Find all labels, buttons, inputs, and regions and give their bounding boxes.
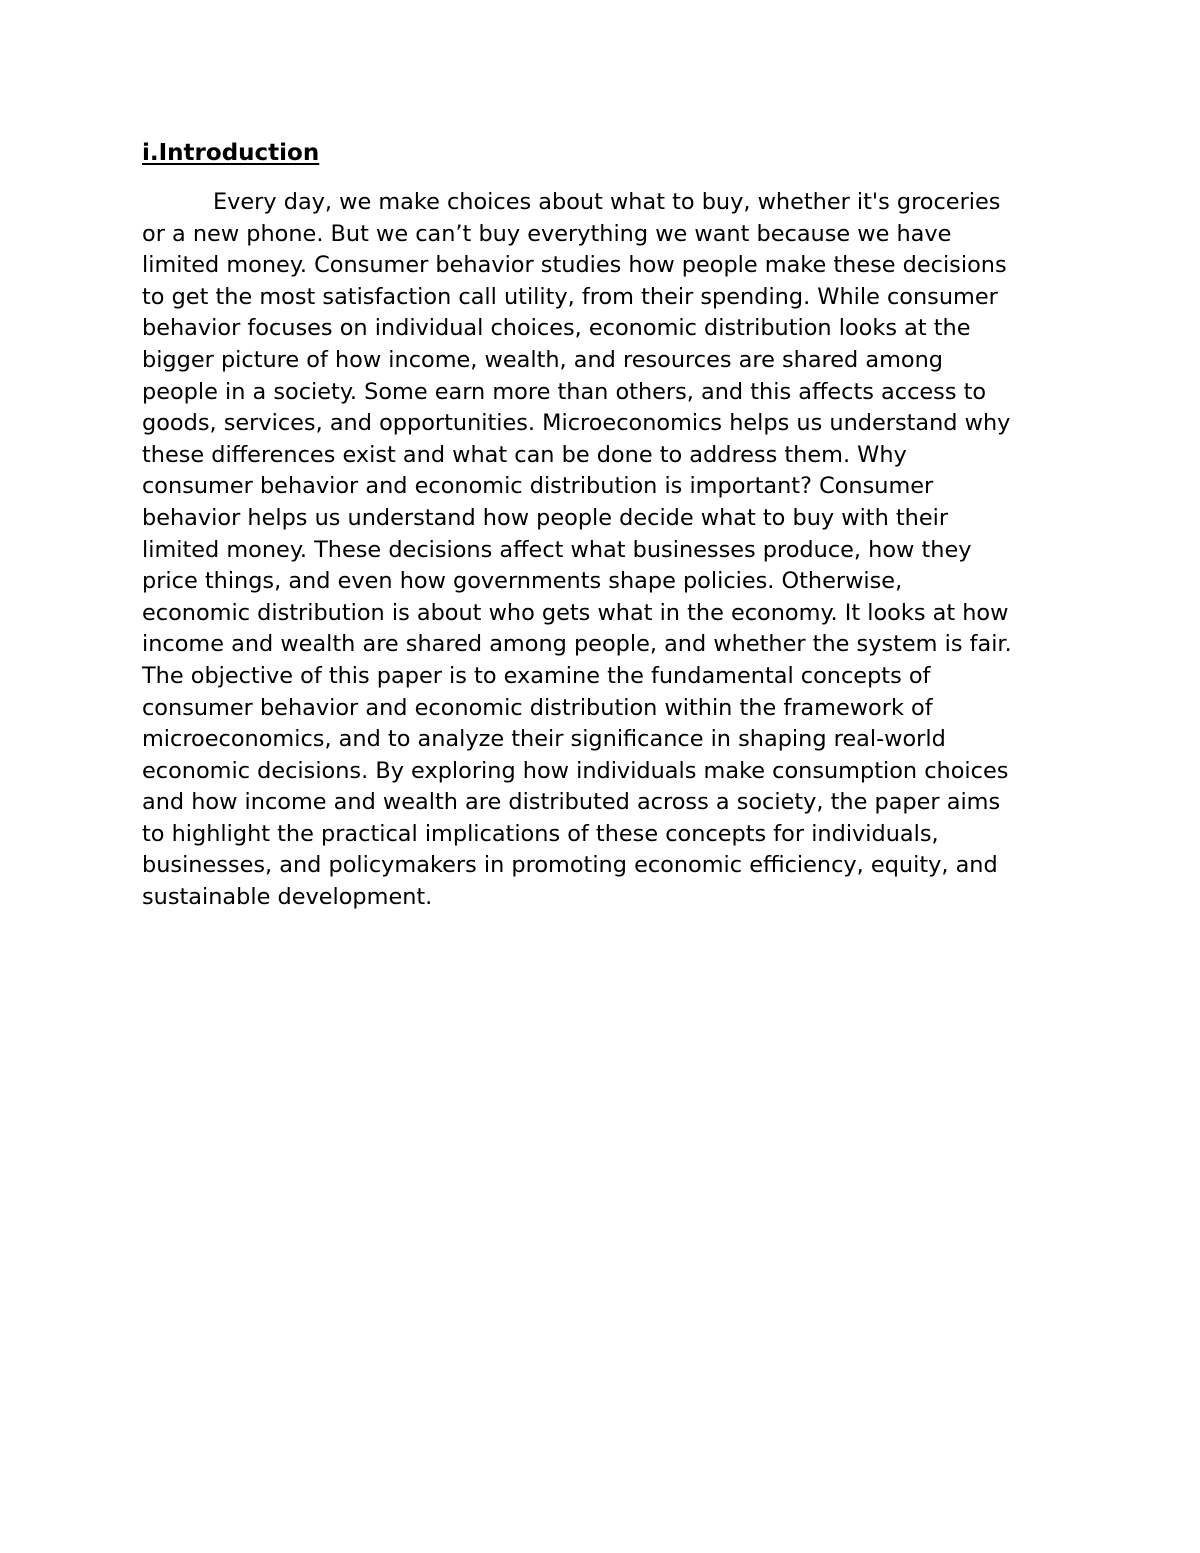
section-heading: i.Introduction — [142, 140, 320, 166]
paragraph-line: and how income and wealth are distributed across a society, the paper aims — [142, 789, 1001, 816]
paragraph-line: economic distribution is about who gets what in the economy. It looks at how — [142, 599, 1009, 626]
paragraph-line: limited money. Consumer behavior studies how people make these decisions — [142, 252, 1007, 279]
paragraph-line: income and wealth are shared among people, and whether the system is fair. — [142, 631, 1012, 658]
paragraph-line: sustainable development. — [142, 884, 433, 911]
paragraph-line: to get the most satisfaction call utility, from their spending. While consumer — [142, 283, 998, 310]
paragraph-line: microeconomics, and to analyze their significance in shaping real-world — [142, 726, 946, 753]
paragraph-line: The objective of this paper is to examine the fundamental concepts of — [142, 662, 931, 689]
paragraph-line: limited money. These decisions affect what businesses produce, how they — [142, 536, 972, 563]
paragraph-line: goods, services, and opportunities. Microeconomics helps us understand why — [142, 410, 1011, 437]
paragraph-line: Every day, we make choices about what to buy, whether it's groceries — [213, 189, 1001, 215]
paragraph-line: to highlight the practical implications of these concepts for individuals, — [142, 820, 939, 847]
paragraph-line: consumer behavior and economic distribution within the framework of — [142, 694, 933, 721]
paragraph-line: price things, and even how governments shape policies. Otherwise, — [142, 568, 903, 595]
paragraph-line: economic decisions. By exploring how individuals make consumption choices — [142, 757, 1009, 784]
paragraph-line: consumer behavior and economic distribution is important? Consumer — [142, 473, 934, 500]
paragraph-line: bigger picture of how income, wealth, and resources are shared among — [142, 346, 943, 373]
paragraph-line: behavior focuses on individual choices, economic distribution looks at the — [142, 315, 971, 342]
paragraph-line: businesses, and policymakers in promoting economic efficiency, equity, and — [142, 852, 998, 879]
paragraph-line: people in a society. Some earn more than others, and this affects access to — [142, 378, 987, 405]
paragraph-line: or a new phone. But we can’t buy everything we want because we have — [142, 220, 952, 247]
paragraph-line: these differences exist and what can be done to address them. Why — [142, 441, 907, 468]
introduction-paragraph — [142, 187, 1102, 914]
paragraph-line: behavior helps us understand how people decide what to buy with their — [142, 504, 949, 531]
